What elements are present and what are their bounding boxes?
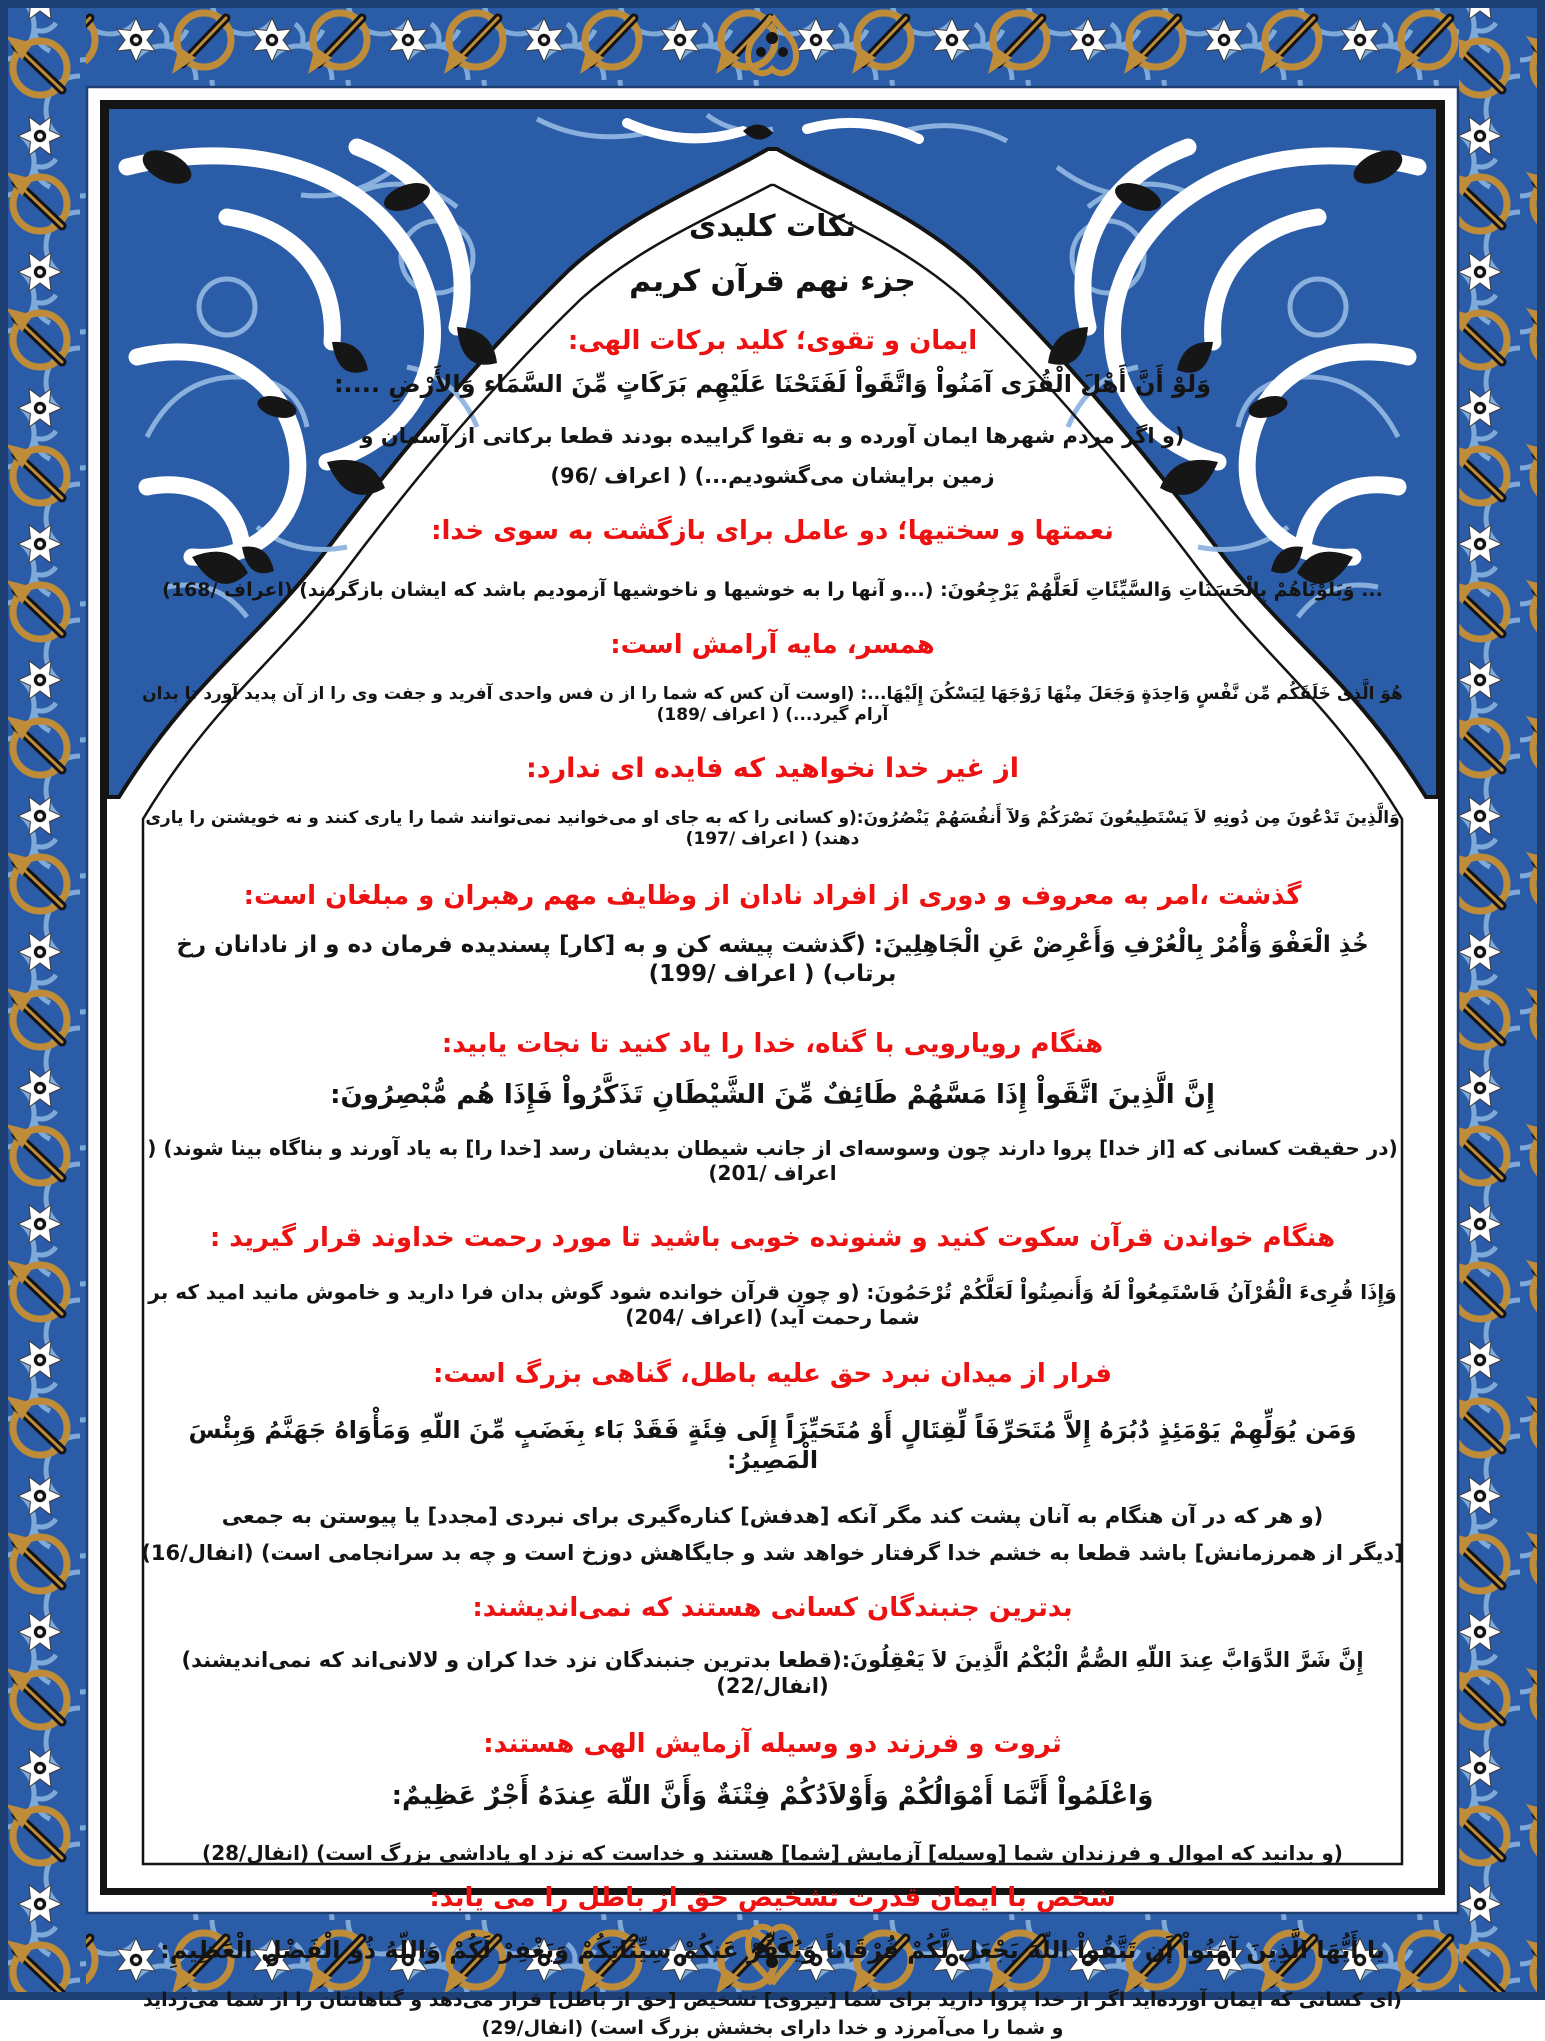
verse-line: إِنَّ شَرَّ الدَّوَابَّ عِندَ اللّهِ الصُّمُّ الْبُکْمُ الَّذِینَ لاَ یَعْقِلُونَ:(قطعا بدترین جنبندگان نزد خدا کران و لالانی‌اند که نمی‌اندیشند) (انفال/22) — [181, 1647, 1364, 1698]
section-heading: ایمان و تقوی؛ کلید برکات الهی: — [567, 326, 978, 356]
section-heading: فرار از میدان نبرد حق علیه باطل، گناهی بزرگ است: — [433, 1359, 1112, 1389]
verse-arabic: وَاعْلَمُواْ أَنَّمَا أَمْوَالُکُمْ وَأَوْلاَدُکُمْ فِتْنَةٌ وَأَنَّ اللّهَ عِندَهُ أَجْرٌ عَظِیمٌ: — [391, 1780, 1154, 1811]
section-heading: نعمتها و سختیها؛ دو عامل برای بازگشت به سوی خدا: — [431, 516, 1114, 546]
verse-reference: زمین برایشان می‌گشودیم...) ( اعراف /96) — [550, 463, 995, 488]
page-subtitle: جزء نهم قرآن کریم — [629, 263, 916, 299]
border-band-right — [1459, 8, 1537, 1992]
verse-arabic: إِنَّ الَّذِینَ اتَّقَواْ إِذَا مَسَّهُمْ طَائِفٌ مِّنَ الشَّیْطَانِ تَذَکَّرُواْ فَإِذَا هُم مُّبْصِرُونَ: — [330, 1080, 1215, 1110]
verse-reference: [دیگر از همرزمانش] باشد قطعا به خشم خدا گرفتار خواهد شد و جایگاهش دوزخ است و چه بد سرانجامی است) (انفال/16) — [141, 1540, 1404, 1565]
verse-reference: و شما را می‌آمرزد و خدا دارای بخشش بزرگ است) (انفال/29) — [481, 2017, 1064, 2040]
section-heading: بدترین جنبندگان کسانی هستند که نمی‌اندیشند: — [472, 1593, 1073, 1623]
verse-line: خُذِ الْعَفْوَ وَأْمُرْ بِالْعُرْفِ وَأَعْرِضْ عَنِ الْجَاهِلِینَ: (گذشت پیشه کن و به [کار] پسندیده فرمان ده و از نادانان رخ برتاب) ( اعراف /199) — [176, 932, 1369, 987]
verse-translation: (در حقیقت کسانی که [از خدا] پروا دارند چون وسوسه‌ای از جانب شیطان بدیشان رسد [خدا را] به یاد آورند و بناگاه بینا شوند) ( اعراف /201) — [147, 1135, 1398, 1185]
section-heading: هنگام خواندن قرآن سکوت کنید و شنونده خوبی باشید تا مورد رحمت خداوند قرار گیرید : — [209, 1222, 1336, 1253]
section-heading: گذشت ،امر به معروف و دوری از افراد نادان از وظایف مهم رهبران و مبلغان است: — [243, 880, 1302, 911]
verse-arabic: وَلَوْ أَنَّ أَهْلَ الْقُرَى آمَنُواْ وَاتَّقَواْ لَفَتَحْنَا عَلَیْهِم بَرَکَاتٍ مِّنَ السَّمَاء وَالأَرْضِ ....: — [333, 369, 1212, 398]
verse-arabic: یا أَیُّهَا الَّذِینَ آمَنُواْ إَن تَتَّقُواْ اللّهَ یَجْعَل لَّکُمْ فُرْقَاناً وَیُکَفِّرْ عَنکُمْ سِیِّئَاتِکُمْ وَیَغْفِرْ لَکُمْ وَاللّهُ ذُو الْفَضْلِ الْعَظِیمِ: — [160, 1935, 1385, 1964]
verse-translation: (و اگر مردم شهرها ایمان آورده و به تقوا گراییده بودند قطعا برکاتی از آسمان و — [360, 423, 1185, 448]
page-title: نکات کلیدی — [688, 209, 857, 244]
verse-line: وَالَّذِینَ تَدْعُونَ مِن دُونِهِ لاَ یَسْتَطِیعُونَ نَصْرَکُمْ وَلآ أَنفُسَهُمْ یَنْصُرُونَ:(و کسانی را که به جای او می‌خوانید نمی‌توانند شما را یاری کنند و نه خویشتن را یاری دهند) ( اعراف /197) — [145, 808, 1400, 850]
verse-translation: (ای کسانی که ایمان آورده‌اید اگر از خدا پروا دارید برای شما [نیروی] تشخیص [حق از باطل] قرار می‌دهد و گناهانتان را از شما می‌زداید — [143, 1988, 1402, 2011]
verse-translation: (و بدانید که اموال و فرزندان شما [وسیله] آزمایش [شما] هستند و خداست که نزد او پاداشی بزرگ است) (انفال/28) — [202, 1841, 1343, 1865]
section-heading: شخص با ایمان قدرت تشخیص حق از باطل را می یابد: — [429, 1883, 1116, 1913]
verse-arabic: وَمَن یُوَلِّهِمْ یَوْمَئِذٍ دُبُرَهُ إِلاَّ مُتَحَرِّفَاً لِّقِتَالٍ أَوْ مُتَحَیِّزَاً إِلَى فِئَةٍ فَقَدْ بَاء بِغَضَبٍ مِّنَ اللّهِ وَمَأْوَاهُ جَهَنَّمُ وَبِئْسَ الْمَصِیرُ: — [188, 1415, 1357, 1474]
verse-line: ... وَبَلَوْنَاهُمْ بِالْحَسَنَاتِ وَالسَّیِّئَاتِ لَعَلَّهُمْ یَرْجِعُونَ: (...و آنها را به خوشیها و ناخوشیها آزمودیم باشد که ایشان بازگردند) (اعراف /168) — [162, 578, 1383, 601]
section-heading: همسر، مایه آرامش است: — [610, 630, 935, 661]
verse-line: هُوَ الَّذِی خَلَقَکُم مِّن نَّفْسٍ وَاحِدَةٍ وَجَعَلَ مِنْهَا زَوْجَهَا لِیَسْکُنَ إِلَیْهَا...: (اوست آن کس که شما را از ن فس واحدی آفرید و جفت وی را از آن پدید آورد تا بدان آرام گیرد...) ( اعراف /189) — [142, 683, 1403, 725]
section-heading: هنگام رویارویی با گناه، خدا را یاد کنید تا نجات یابید: — [441, 1028, 1104, 1059]
section-heading: ثروت و فرزند دو وسیله آزمایش الهی هستند: — [483, 1729, 1062, 1759]
content-panel — [100, 100, 1445, 2040]
verse-translation: (و هر که در آن هنگام به آنان پشت کند مگر آنکه [هدفش] کناره‌گیری برای نبردی [مجدد] یا پیوستن به جمعی — [221, 1503, 1324, 1528]
document-body — [107, 107, 1438, 2040]
verse-line: وَإِذَا قُرِیءَ الْقُرْآنُ فَاسْتَمِعُواْ لَهُ وَأَنصِتُواْ لَعَلَّکُمْ تُرْحَمُونَ: (و چون قرآن خوانده شود گوش بدان فرا دارید و خاموش مانید امید که بر شما رحمت آید) (اعراف /204) — [148, 1280, 1397, 1329]
border-band-left — [8, 8, 86, 1992]
section-heading: از غیر خدا نخواهید که فایده ای ندارد: — [525, 753, 1020, 785]
